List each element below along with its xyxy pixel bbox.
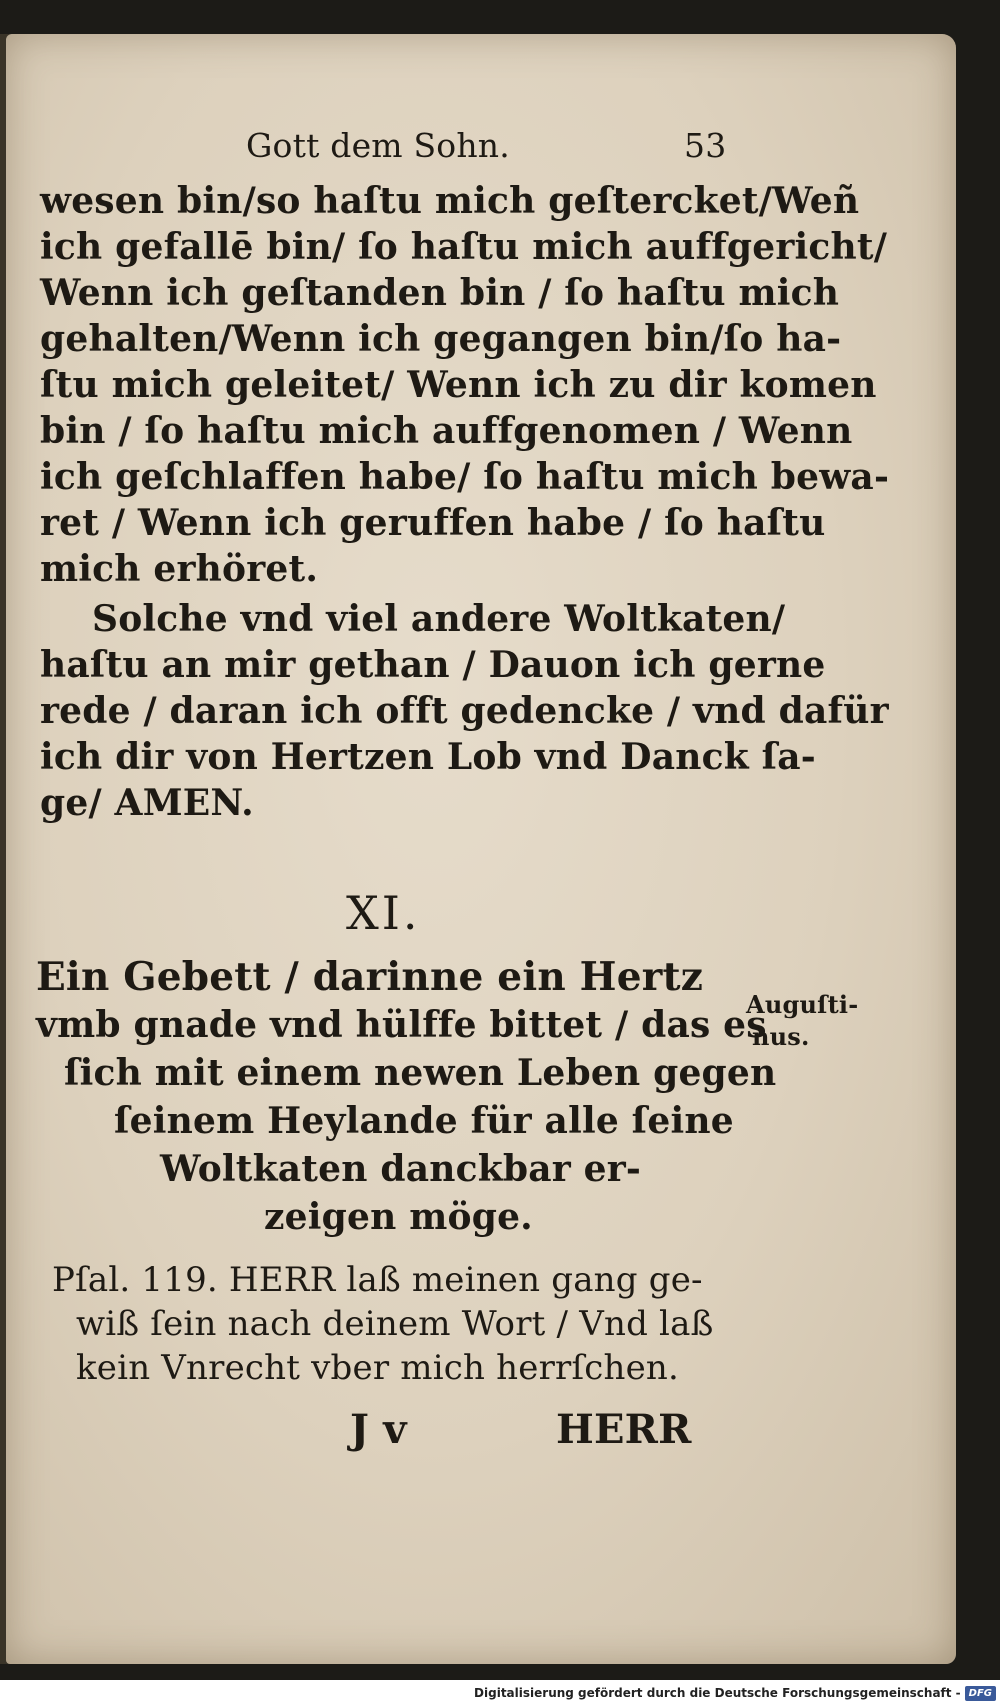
- signature-mark: J v: [350, 1406, 407, 1453]
- psalm-line: wiß ſein nach deinem Wort / Vnd laß: [76, 1304, 714, 1344]
- body-line: ſtu mich geleitet/ Wenn ich zu dir komen: [40, 364, 877, 406]
- section-heading-line: Ein Gebett / darinne ein Hertz: [36, 954, 704, 1000]
- body-line: ich gefallē bin/ ſo haſtu mich auffgericht/: [40, 226, 888, 268]
- dfg-logo-icon: DFG: [965, 1686, 996, 1701]
- margin-note: Auguſti-: [746, 990, 859, 1019]
- body-line: rede / daran ich offt gedencke / vnd dafür: [40, 690, 889, 732]
- section-heading-line: vmb gnade vnd hülffe bittet / das es: [36, 1004, 767, 1046]
- book-page: [6, 34, 956, 1664]
- body-line: ret / Wenn ich geruffen habe / ſo haſtu: [40, 502, 826, 544]
- body-line: bin / ſo haſtu mich auffgenomen / Wenn: [40, 410, 853, 452]
- margin-note: nus.: [752, 1022, 810, 1051]
- catchword: HERR: [556, 1406, 692, 1453]
- section-number: XI.: [346, 886, 421, 940]
- body-line: ge/ AMEN.: [40, 782, 254, 824]
- body-line: gehalten/Wenn ich gegangen bin/ſo ha-: [40, 318, 842, 360]
- body-line: ich geſchlaffen habe/ ſo haſtu mich bewa-: [40, 456, 890, 498]
- body-line: mich erhöret.: [40, 548, 319, 590]
- body-line: wesen bin/so haſtu mich geſtercket/Weñ: [40, 180, 860, 222]
- body-line: Solche vnd viel andere Woltkaten/: [92, 598, 786, 640]
- section-heading-line: ſich mit einem newen Leben gegen: [64, 1052, 777, 1094]
- psalm-line: kein Vnrecht vber mich herrſchen.: [76, 1348, 680, 1388]
- section-heading-line: Woltkaten danckbar er-: [160, 1148, 642, 1190]
- body-line: ich dir von Hertzen Lob vnd Danck ſa-: [40, 736, 816, 778]
- digitization-footer: [0, 1680, 1000, 1706]
- footer-credit: Digitalisierung gefördert durch die Deutsche Forschungsgemeinschaft -: [474, 1686, 961, 1700]
- page-number: 53: [684, 126, 727, 165]
- body-line: Wenn ich geſtanden bin / ſo haſtu mich: [40, 272, 840, 314]
- body-line: haſtu an mir gethan / Dauon ich gerne: [40, 644, 826, 686]
- running-head-title: Gott dem Sohn.: [246, 126, 510, 165]
- psalm-line: Pſal. 119. HERR laß meinen gang ge-: [52, 1260, 703, 1300]
- section-heading-line: zeigen möge.: [264, 1196, 533, 1238]
- section-heading-line: ſeinem Heylande für alle ſeine: [114, 1100, 734, 1142]
